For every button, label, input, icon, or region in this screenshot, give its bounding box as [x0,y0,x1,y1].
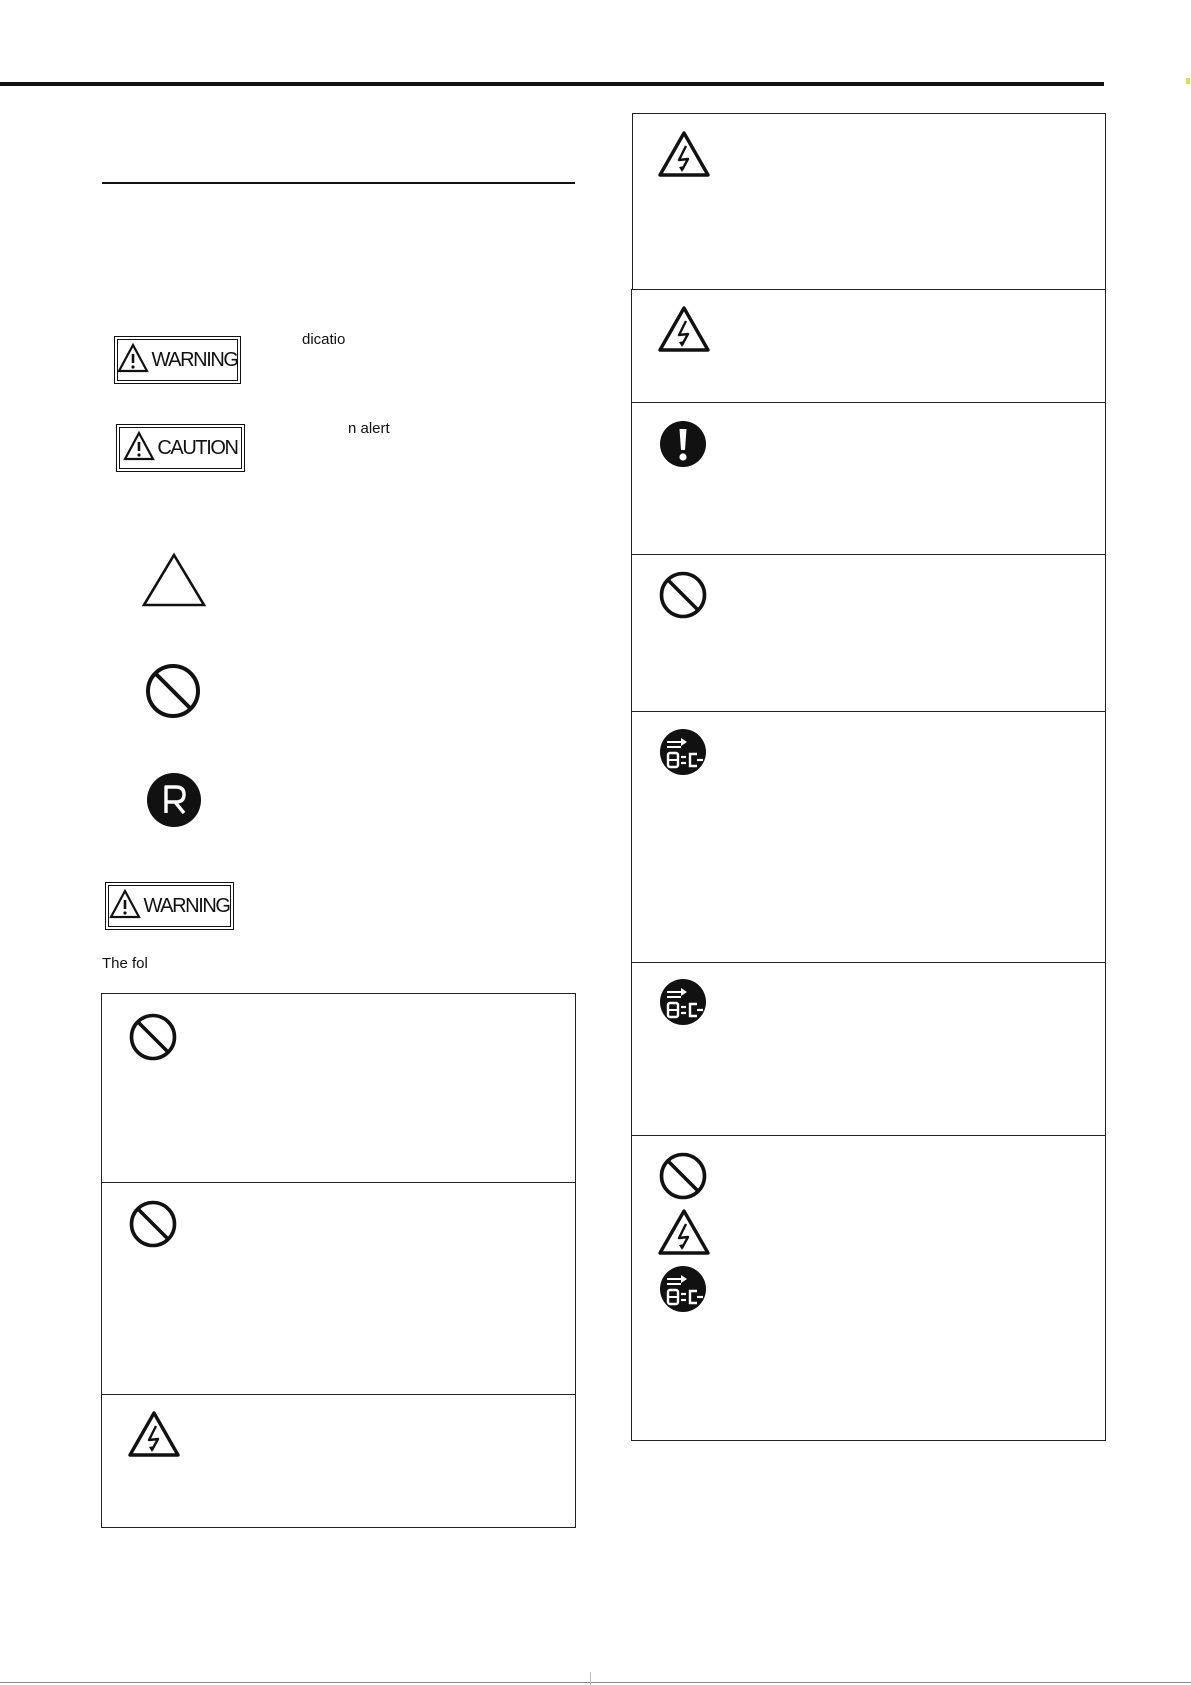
prohibited-icon [658,570,708,620]
warning-badge-2 [105,882,234,930]
intro-text: The fol [102,955,148,972]
electric-shock-icon [657,1208,711,1256]
warning-description: dicatio [302,331,346,348]
warning-triangle-icon [123,431,155,466]
mandatory-r-icon [146,772,202,828]
prohibited-icon [658,1151,708,1201]
right-table-row-5 [632,962,1105,1136]
unplug-icon [659,728,707,776]
left-table-row-3 [102,1394,575,1527]
right-table-row-3 [632,554,1105,712]
warning-badge [114,336,241,384]
caution-triangle-icon [141,552,207,608]
left-warning-table [101,993,576,1528]
caution-description: n alert [348,420,390,437]
section-heading-rule [102,182,575,184]
header-rule [0,82,1104,86]
right-warning-table-top [632,113,1106,290]
warning-badge-2-label: WARNING [143,894,230,917]
prohibited-icon [128,1199,178,1249]
right-table-row-2 [632,402,1105,555]
caution-badge-label: CAUTION [157,436,238,459]
footer-rule [0,1682,1191,1683]
caution-badge [116,424,245,472]
prohibited-icon [144,662,202,720]
left-table-row-2 [102,1182,575,1395]
right-warning-table [631,289,1106,1441]
warning-triangle-icon [117,343,149,378]
exclamation-icon [659,420,707,468]
left-table-row-1 [102,994,575,1183]
right-table-row-4 [632,711,1105,963]
column-divider [590,1672,591,1685]
warning-badge-label: WARNING [151,348,238,371]
right-table-row-6 [632,1135,1105,1440]
right-table-row-1 [632,290,1105,403]
warning-triangle-icon [109,889,141,924]
electric-shock-icon [657,305,711,353]
edge-mark [1186,78,1190,84]
electric-shock-icon [127,1410,181,1458]
unplug-icon [659,978,707,1026]
prohibited-icon [128,1012,178,1062]
electric-shock-icon [657,130,711,178]
unplug-icon [659,1265,707,1313]
